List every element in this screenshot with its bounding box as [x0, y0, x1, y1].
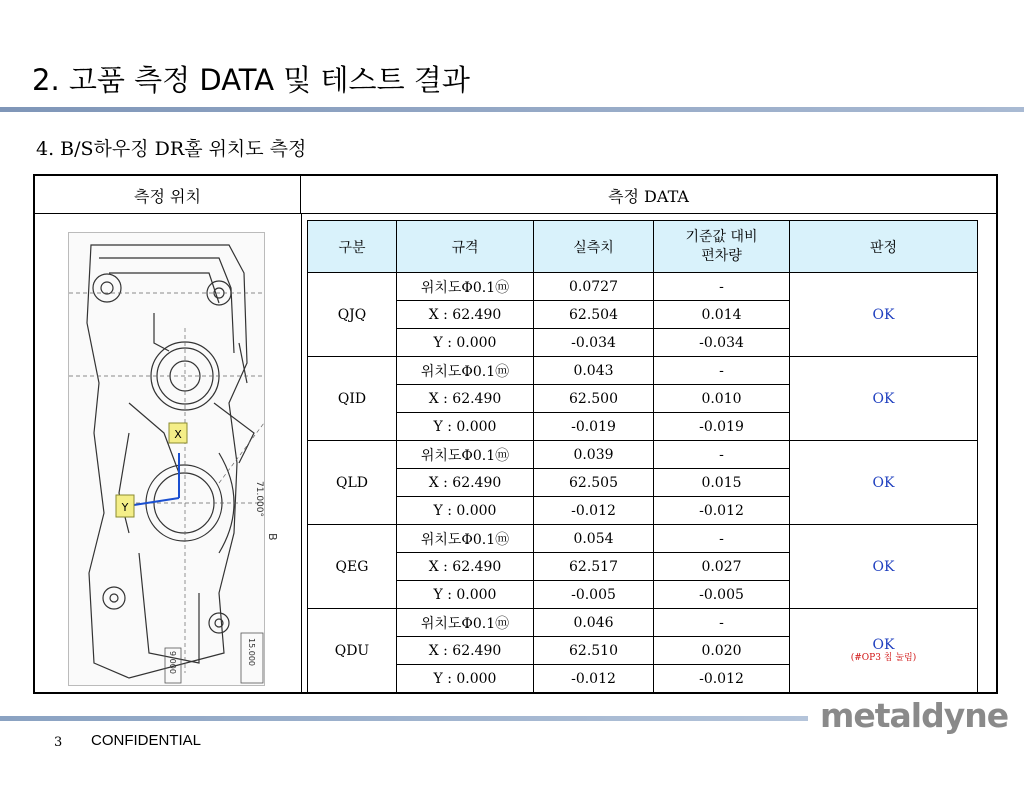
cell-judgement [790, 273, 978, 357]
cell-deviation: - [654, 357, 790, 385]
cell-measured: 62.505 [534, 469, 654, 497]
cell-spec: 위치도Φ0.1ⓜ [397, 525, 534, 553]
result-ok: OK [872, 390, 895, 407]
cell-category: QDU [308, 609, 397, 693]
result-note: (#OP3 칩 눌림) [850, 653, 917, 663]
table-row [308, 525, 978, 553]
panel-header [35, 176, 996, 214]
cell-spec: X : 62.490 [397, 469, 534, 497]
cell-spec: Y : 0.000 [397, 497, 534, 525]
cell-deviation: -0.012 [654, 665, 790, 693]
housing-drawing-image [69, 233, 279, 685]
cell-deviation: 0.010 [654, 385, 790, 413]
cell-measured: 0.054 [534, 525, 654, 553]
cell-measured: 62.510 [534, 637, 654, 665]
cell-measured: 62.517 [534, 553, 654, 581]
measurement-panel [33, 174, 998, 694]
cell-judgement [790, 609, 978, 693]
col-measured: 실측치 [534, 221, 654, 273]
cell-spec: X : 62.490 [397, 301, 534, 329]
cell-measured: -0.012 [534, 665, 654, 693]
cell-measured: -0.005 [534, 581, 654, 609]
cell-deviation: -0.019 [654, 413, 790, 441]
cell-deviation: 0.020 [654, 637, 790, 665]
result-ok: OK [872, 558, 895, 575]
cell-spec: 위치도Φ0.1ⓜ [397, 609, 534, 637]
cell-deviation: -0.034 [654, 329, 790, 357]
cell-judgement [790, 525, 978, 609]
cell-measured: 0.046 [534, 609, 654, 637]
cell-measured: 62.500 [534, 385, 654, 413]
cell-spec: 위치도Φ0.1ⓜ [397, 273, 534, 301]
cell-deviation: 0.014 [654, 301, 790, 329]
cell-deviation: - [654, 273, 790, 301]
label-b: B [266, 533, 279, 541]
dimension-15: 15.000 [247, 638, 256, 666]
cell-spec: 위치도Φ0.1ⓜ [397, 357, 534, 385]
part-drawing [68, 232, 279, 686]
result-ok: OK [872, 306, 895, 323]
section-subtitle: 4. B/S하우징 DR홀 위치도 측정 [36, 138, 307, 160]
result-ok: OK [872, 637, 895, 653]
cell-spec: Y : 0.000 [397, 581, 534, 609]
page-number: 3 [54, 735, 63, 750]
metaldyne-logo: metaldyne [820, 696, 1009, 735]
col-category: 구분 [308, 221, 397, 273]
cell-measured: 0.043 [534, 357, 654, 385]
header-measure-data: 측정 DATA [608, 186, 689, 206]
col-judgement: 판정 [790, 221, 978, 273]
marker-y-label: Y [121, 501, 129, 514]
table-row [308, 609, 978, 637]
title-divider [0, 107, 1024, 112]
cell-measured: 62.504 [534, 301, 654, 329]
footer-divider [0, 716, 808, 721]
cell-category: QLD [308, 441, 397, 525]
cell-category: QJQ [308, 273, 397, 357]
col-deviation: 기준값 대비 편차량 [654, 221, 790, 273]
cell-judgement [790, 357, 978, 441]
cell-deviation: - [654, 441, 790, 469]
cell-spec: X : 62.490 [397, 553, 534, 581]
cell-deviation: 0.027 [654, 553, 790, 581]
cell-category: QEG [308, 525, 397, 609]
cell-spec: Y : 0.000 [397, 413, 534, 441]
cell-measured: 0.039 [534, 441, 654, 469]
table-row [308, 357, 978, 385]
table-header-row [308, 221, 978, 273]
cell-spec: 위치도Φ0.1ⓜ [397, 441, 534, 469]
result-ok: OK [872, 474, 895, 491]
confidential-label: CONFIDENTIAL [91, 732, 202, 749]
cell-category: QID [308, 357, 397, 441]
cell-deviation: -0.005 [654, 581, 790, 609]
page-title: 2. 고품 측정 DATA 및 테스트 결과 [32, 63, 470, 97]
cell-spec: Y : 0.000 [397, 665, 534, 693]
column-divider [301, 214, 302, 692]
dimension-9: 9.000 [168, 651, 177, 674]
cell-measured: -0.012 [534, 497, 654, 525]
dimension-angle: 71.000° [254, 481, 264, 517]
cell-measured: -0.034 [534, 329, 654, 357]
cell-measured: -0.019 [534, 413, 654, 441]
cell-judgement [790, 441, 978, 525]
marker-x-label: X [174, 428, 182, 441]
table-row [308, 273, 978, 301]
cell-deviation: - [654, 525, 790, 553]
cell-spec: X : 62.490 [397, 385, 534, 413]
col-spec: 규격 [397, 221, 534, 273]
cell-spec: Y : 0.000 [397, 329, 534, 357]
table-row [308, 441, 978, 469]
cell-deviation: 0.015 [654, 469, 790, 497]
measurement-table [307, 220, 978, 693]
cell-deviation: - [654, 609, 790, 637]
cell-measured: 0.0727 [534, 273, 654, 301]
cell-spec: X : 62.490 [397, 637, 534, 665]
header-measure-location: 측정 위치 [35, 176, 301, 214]
cell-deviation: -0.012 [654, 497, 790, 525]
